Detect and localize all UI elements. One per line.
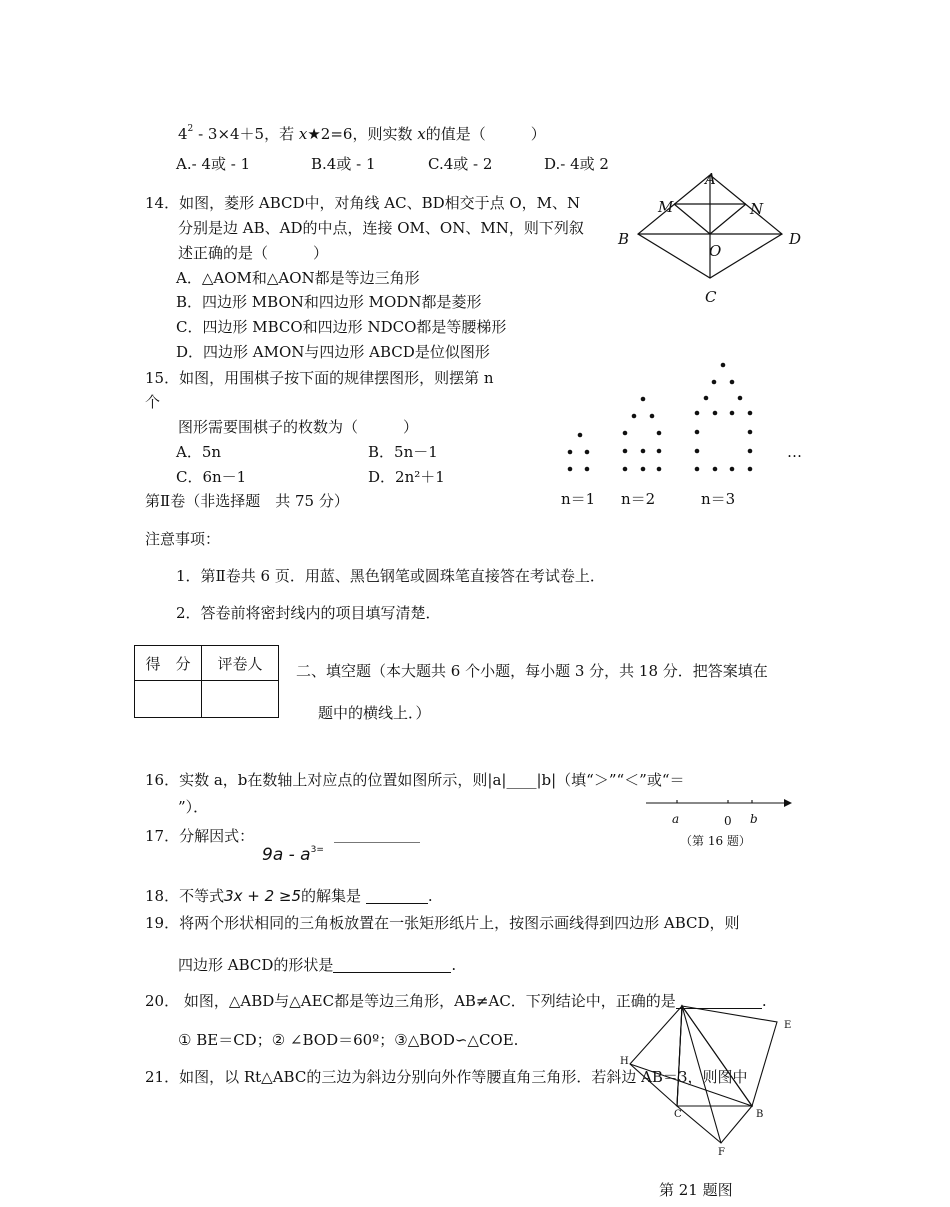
ellipsis: … [787,443,802,461]
part2-heading-line1: 二、填空题（本大题共 6 个小题，每小题 3 分，共 18 分．把答案填在 [296,662,768,680]
q15-option-b: B．5n－1 [368,443,438,461]
q14-line2: 分别是边 AB、AD的中点，连接 OM、ON、MN，则下列叙 [178,219,584,237]
q13-stem: $4^2 - 3\times 4+5$，若 x★2=6，则实数 x的值是（ ） [178,124,546,143]
score-cell[interactable] [135,681,202,718]
q13-option-b: B.4或 - 1 [311,155,376,173]
q14-line1: 14．如图，菱形 ABCD中，对角线 AC、BD相交于点 O，M、N [145,194,581,212]
q15-line1b: 个 [145,393,161,411]
part2-heading-line2: 题中的横线上．） [318,704,431,722]
q19-answer-blank[interactable] [333,956,451,973]
q19-line2: 四边形 ABCD的形状是 . [178,956,457,974]
q15-line1: 15．如图，用围棋子按下面的规律摆图形，则摆第 n [145,369,494,387]
label-n1: n＝1 [561,490,596,508]
q17-expression: $9a - a^{3=}$ [262,845,324,865]
q17-answer-blank[interactable] [334,842,420,843]
q15-option-c: C．6n－1 [176,468,247,486]
label-n3: n＝3 [701,490,736,508]
q15-line2: 图形需要围棋子的枚数为（ ） [178,418,419,436]
label-n: N [750,200,764,218]
axis-label-a: a [672,812,680,826]
label-b: B [618,230,630,248]
section2-title: 第Ⅱ卷（非选择题 共 75 分） [145,492,349,510]
grader-header: 评卷人 [202,646,279,681]
label-e: E [784,1020,792,1031]
q16-line1: 16．实数 a，b在数轴上对应点的位置如图所示，则|a|____|b|（填“＞”“＜”或“＝ [145,771,685,789]
label-h: H [620,1056,629,1067]
notice-title: 注意事项： [145,530,221,548]
q14-option-b: B．四边形 MBON和四边形 MODN都是菱形 [176,293,482,311]
q14-option-c: C．四边形 MBCO和四边形 NDCO都是等腰梯形 [176,318,507,336]
score-table [134,645,279,718]
q16-line2: ”）． [178,798,209,816]
label-a: A [705,170,716,188]
axis-label-b: b [750,812,758,826]
label-c: C [705,288,717,306]
label-d: D [789,230,802,248]
label-b: B [756,1109,764,1120]
axis-label-zero: 0 [724,814,732,828]
rhombus-figure [610,170,810,310]
right-triangles-figure [612,1000,812,1165]
notice-item-1: 1．第Ⅱ卷共 6 页．用蓝、黑色钢笔或圆珠笔直接答在考试卷上． [176,567,605,585]
q21-caption: 第 21 题图 [659,1181,733,1199]
q18-answer-blank[interactable] [366,887,428,904]
grader-cell[interactable] [202,681,279,718]
q17-label: 17．分解因式： [145,827,255,845]
q14-line3: 述正确的是（ ） [178,244,329,262]
label-m: M [658,198,674,216]
q16-caption: （第 16 题） [680,834,751,848]
label-o: O [709,242,722,260]
q18-line: 18．不等式3x + 2 ≥5的解集是 . [145,887,433,905]
q15-option-d: D．2n²＋1 [368,468,445,486]
score-header: 得 分 [135,646,202,681]
q13-option-c: C.4或 - 2 [428,155,493,173]
notice-item-2: 2．答卷前将密封线内的项目填写清楚． [176,604,441,622]
q13-option-d: D.- 4或 2 [544,155,609,173]
label-c: C [674,1109,682,1120]
go-stones-figure [555,355,815,515]
q13-option-a: A.- 4或 - 1 [176,155,251,173]
q20-line1: 20． 如图，△ABD与△AEC都是等边三角形，AB≠AC．下列结论中，正确的是 . [145,992,767,1010]
label-f: F [718,1147,725,1158]
q21-line1: 21．如图，以 Rt△ABC的三边为斜边分别向外作等腰直角三角形．若斜边 AB＝3，则图中 [145,1068,748,1086]
q14-option-d: D．四边形 AMON与四边形 ABCD是位似图形 [176,343,490,361]
q19-line1: 19．将两个形状相同的三角板放置在一张矩形纸片上，按图示画线得到四边形 ABCD，则 [145,914,740,932]
q14-option-a: A．△AOM和△AON都是等边三角形 [176,269,420,287]
label-n2: n＝2 [621,490,656,508]
number-line-figure [644,790,814,860]
q15-option-a: A．5n [176,443,222,461]
q20-line2: ① BE＝CD；② ∠BOD＝60º；③△BOD∽△COE. [178,1031,519,1049]
